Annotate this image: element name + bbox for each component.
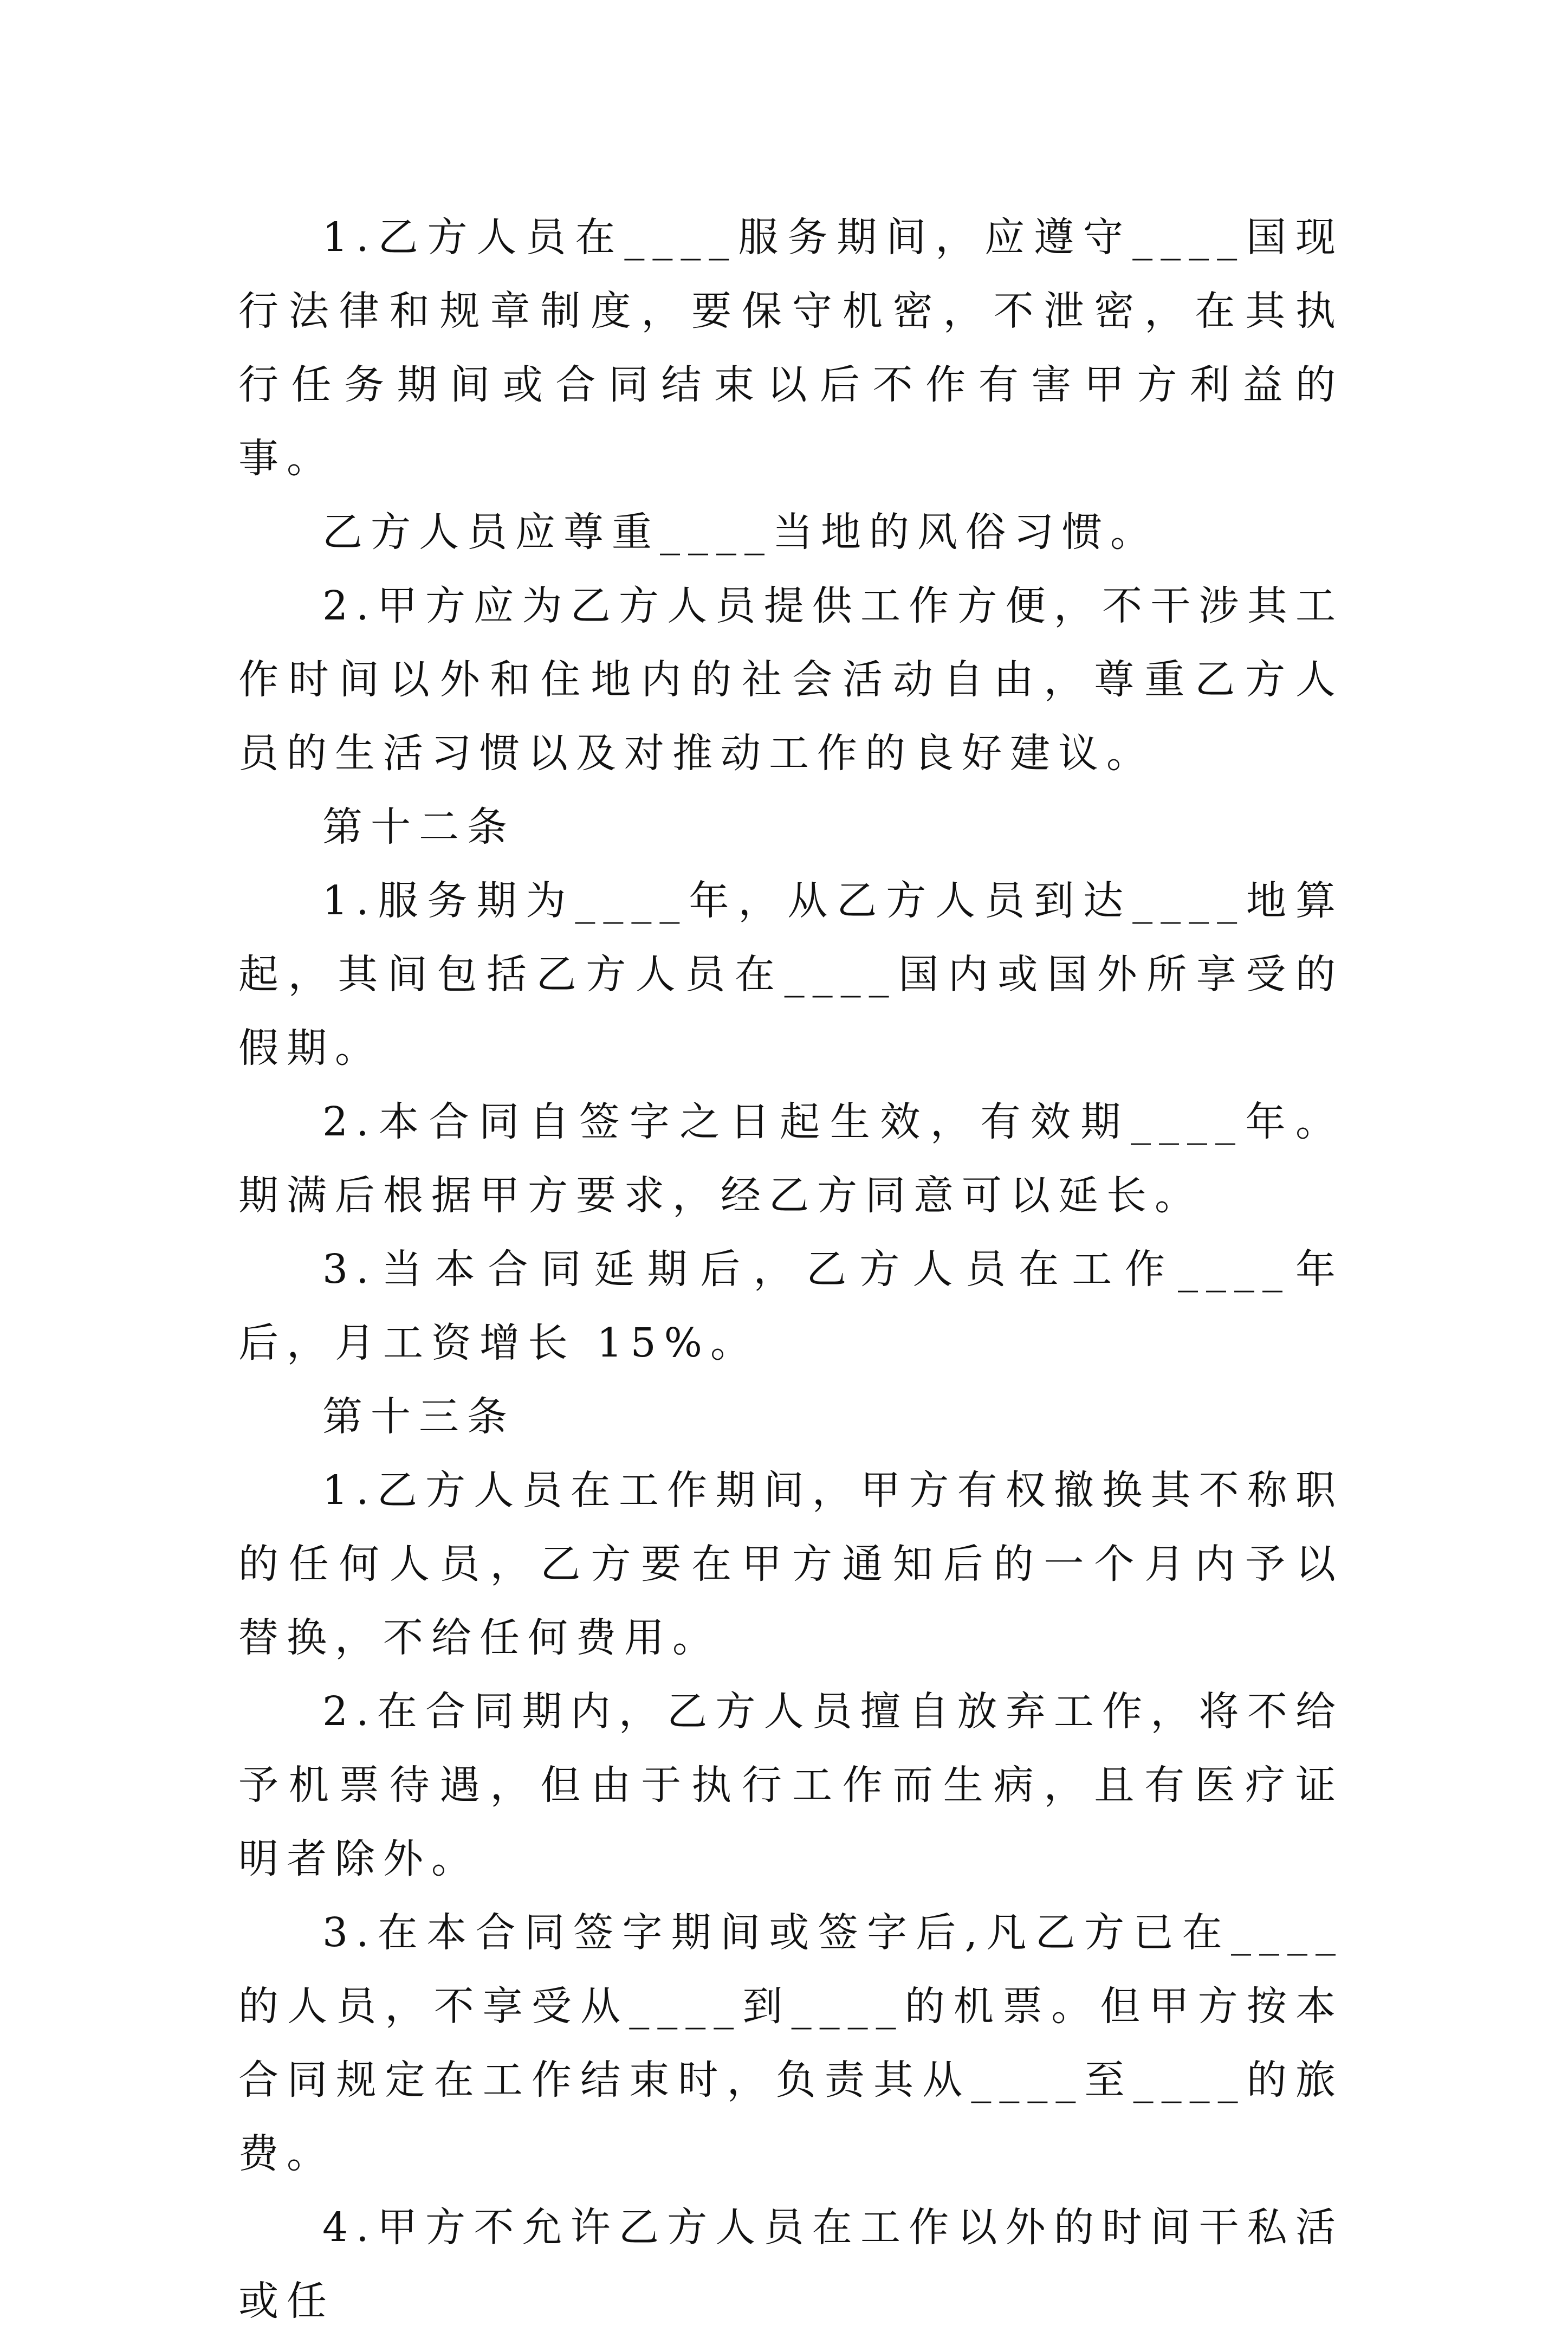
paragraph-article13-3: 3.在本合同签字期间或签字后,凡乙方已在____的人员，不享受从____到____的机票。但甲方按本合同规定在工作结束时，负责其从____至____的旅费。 [238,1909,1344,2177]
paragraph-article13-2: 2.在合同期内，乙方人员擅自放弃工作，将不给予机票待遇，但由于执行工作而生病，且有医疗证明者除外。 [238,1688,1344,1882]
paragraph-article12-1: 1.服务期为____年，从乙方人员到达____地算起，其间包括乙方人员在____国内或国外所享受的假期。 [238,877,1344,1071]
paragraph-respect-customs: 乙方人员应尊重____当地的风俗习惯。 [322,509,1158,556]
paragraph-article12-2: 2.本合同自签字之日起生效，有效期____年。期满后根据甲方要求，经乙方同意可以延长。 [238,1099,1344,1219]
article-heading-13: 第十三条 [322,1393,515,1440]
document-page [238,201,1344,2338]
article-heading-12: 第十二条 [322,804,515,850]
paragraph-obligations-1: 1.乙方人员在____服务期间，应遵守____国现行法律和规章制度，要保守机密，不泄密，在其执行任务期间或合同结束以后不作有害甲方利益的事。 [238,214,1344,482]
paragraph-article12-3: 3.当本合同延期后，乙方人员在工作____年后，月工资增长 15%。 [238,1246,1344,1366]
paragraph-obligations-2: 2.甲方应为乙方人员提供工作方便，不干涉其工作时间以外和住地内的社会活动自由，尊重乙方人员的生活习惯以及对推动工作的良好建议。 [238,583,1344,777]
paragraph-article13-4: 4.甲方不允许乙方人员在工作以外的时间干私活或任 [238,2204,1344,2324]
paragraph-article13-1: 1.乙方人员在工作期间，甲方有权撤换其不称职的任何人员，乙方要在甲方通知后的一个月内予以替换，不给任何费用。 [238,1467,1344,1661]
